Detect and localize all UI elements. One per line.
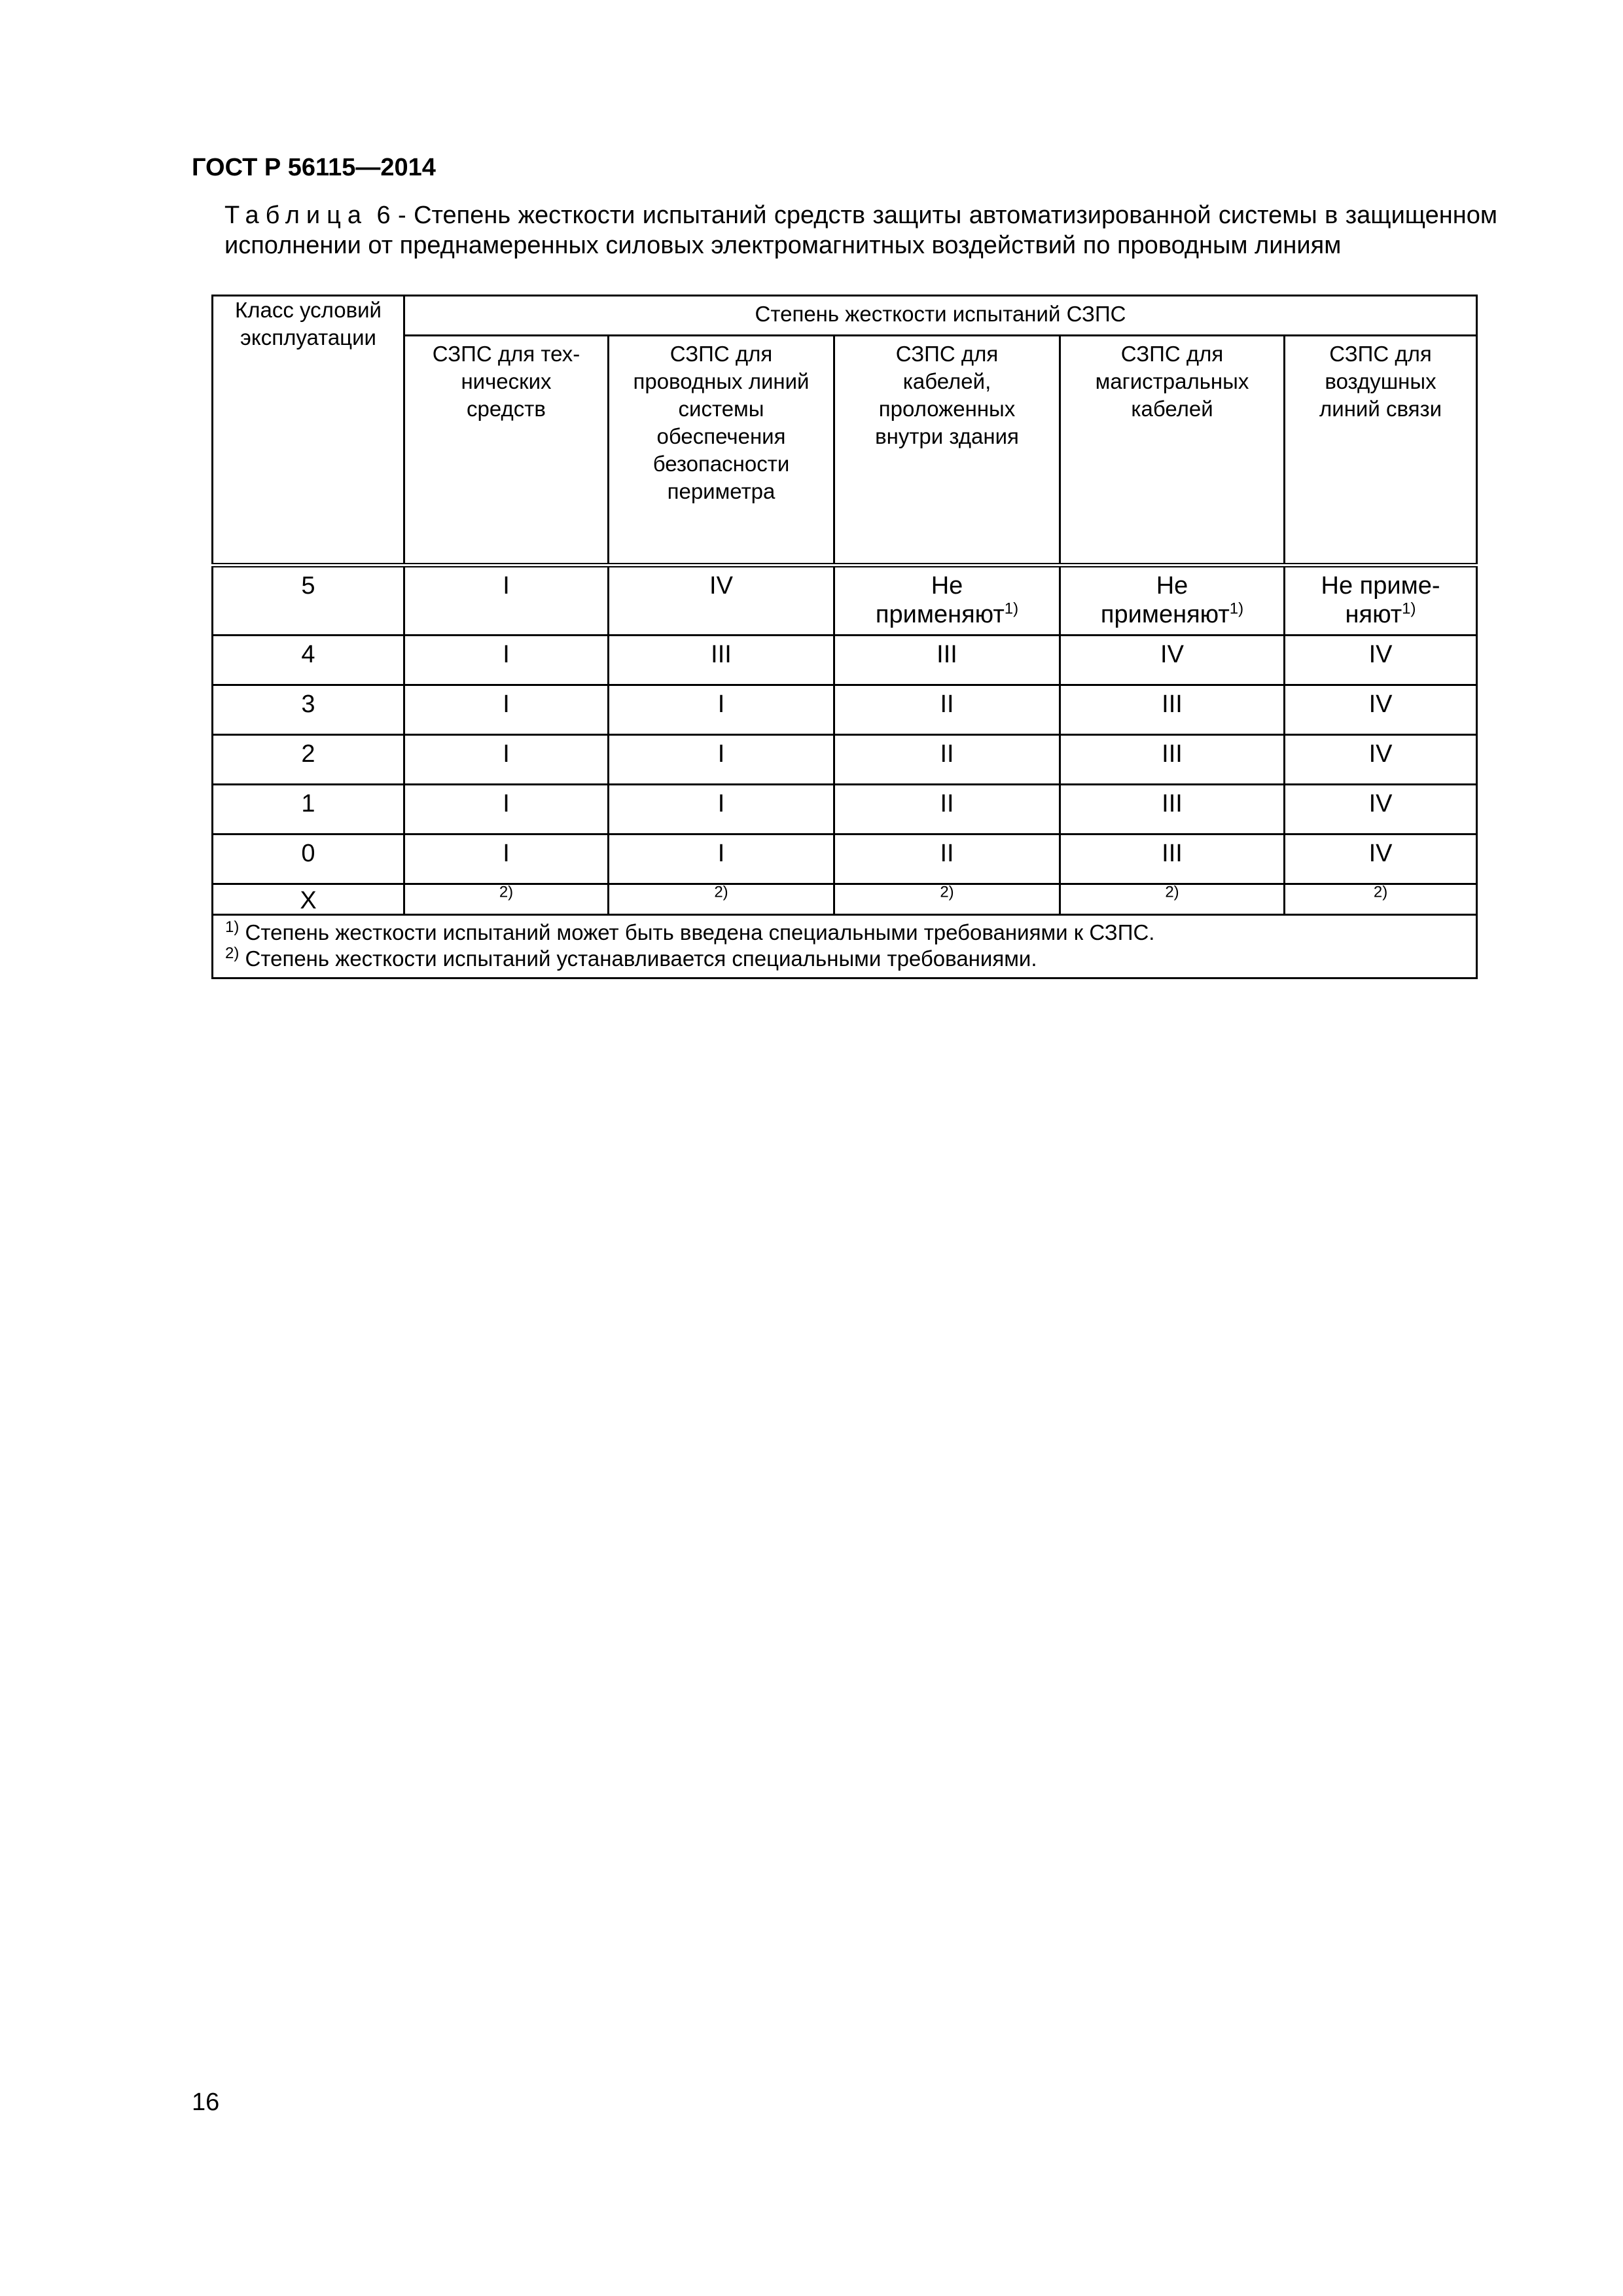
value-cell: IV: [1285, 636, 1477, 685]
value-cell: I: [404, 685, 609, 735]
table-row: [213, 735, 1477, 785]
footnote-mark: 1): [1004, 600, 1019, 618]
value-cell: III: [609, 636, 834, 685]
value-cell: IV: [609, 565, 834, 636]
value-cell: II: [834, 785, 1060, 834]
table-row: [213, 834, 1477, 884]
value-cell: I: [404, 834, 609, 884]
column-header-building-cables: СЗПС для кабелей, проложенных внутри здания: [834, 336, 1060, 565]
table-footnotes: [213, 915, 1477, 978]
value-cell: IV: [1285, 685, 1477, 735]
class-cell: X: [213, 884, 404, 915]
column-header-overhead-lines: СЗПС для воздушных линий связи: [1285, 336, 1477, 565]
class-cell: 1: [213, 785, 404, 834]
value-cell: IV: [1060, 636, 1285, 685]
table-row: [213, 565, 1477, 636]
cell-line: Не приме-: [1321, 572, 1440, 600]
footnote-mark: 2): [1165, 883, 1179, 901]
class-cell: 2: [213, 735, 404, 785]
column-header-trunk-cables: СЗПС для магистральных кабелей: [1060, 336, 1285, 565]
page-number: 16: [192, 2089, 220, 2116]
footnote-mark: 2): [714, 883, 728, 901]
value-cell: [1060, 565, 1285, 636]
value-cell: [834, 884, 1060, 915]
value-cell: III: [1060, 834, 1285, 884]
class-cell: 5: [213, 565, 404, 636]
value-cell: I: [404, 636, 609, 685]
value-cell: I: [609, 685, 834, 735]
column-header-technical-means: СЗПС для тех-нических средств: [404, 336, 609, 565]
value-cell: [1060, 884, 1285, 915]
table-row: [213, 685, 1477, 735]
value-cell: I: [404, 565, 609, 636]
value-cell: I: [404, 735, 609, 785]
value-cell: [1285, 565, 1477, 636]
value-cell: III: [1060, 685, 1285, 735]
footnote-mark: 2): [225, 944, 240, 962]
value-cell: IV: [1285, 785, 1477, 834]
class-column-header: Класс условий эксплуатации: [213, 296, 404, 565]
footnote: [225, 946, 1469, 972]
footnote-mark: 1): [1229, 600, 1244, 618]
footnote: [225, 920, 1469, 946]
table-row: [213, 636, 1477, 685]
cell-line: применяют: [875, 601, 1005, 628]
value-cell: II: [834, 735, 1060, 785]
cell-line: применяют: [1100, 601, 1230, 628]
table-header-row: [213, 296, 1477, 336]
value-cell: III: [834, 636, 1060, 685]
value-cell: I: [404, 785, 609, 834]
table-row: [213, 785, 1477, 834]
class-cell: 3: [213, 685, 404, 735]
table-row: [213, 884, 1477, 915]
footnote-mark: 1): [225, 918, 240, 936]
footnote-mark: 1): [1402, 600, 1416, 618]
value-cell: I: [609, 785, 834, 834]
footnote-mark: 2): [1373, 883, 1388, 901]
value-cell: III: [1060, 785, 1285, 834]
value-cell: [1285, 884, 1477, 915]
value-cell: III: [1060, 735, 1285, 785]
footnote-mark: 2): [940, 883, 954, 901]
value-cell: I: [609, 735, 834, 785]
footnote-text: Степень жесткости испытаний устанавливается специальными требованиями.: [245, 946, 1037, 971]
cell-line: няют: [1345, 601, 1402, 628]
cell-line: Не: [931, 572, 963, 600]
value-cell: [609, 884, 834, 915]
table-caption-prefix: Таблица: [224, 202, 368, 229]
group-column-header: Степень жесткости испытаний СЗПС: [404, 296, 1477, 336]
document-header: ГОСТ Р 56115—2014: [192, 154, 436, 181]
severity-table: [211, 295, 1478, 979]
class-cell: 4: [213, 636, 404, 685]
cell-line: Не: [1156, 572, 1188, 600]
value-cell: I: [609, 834, 834, 884]
value-cell: II: [834, 834, 1060, 884]
column-header-perimeter-lines: СЗПС для проводных линий системы обеспечения безопасности периметра: [609, 336, 834, 565]
value-cell: IV: [1285, 834, 1477, 884]
value-cell: IV: [1285, 735, 1477, 785]
value-cell: II: [834, 685, 1060, 735]
class-cell: 0: [213, 834, 404, 884]
footnote-mark: 2): [499, 883, 514, 901]
table-caption: [224, 200, 1497, 260]
footnote-text: Степень жесткости испытаний может быть введена специальными требованиями к СЗПС.: [245, 920, 1155, 944]
table-caption-text: 6 - Степень жесткости испытаний средств защиты автоматизированной системы в защищенном исполнении от преднамеренных силовых электромагнитных воздействий по проводным линиям: [224, 202, 1497, 259]
value-cell: [404, 884, 609, 915]
table-footnotes-row: [213, 915, 1477, 978]
value-cell: [834, 565, 1060, 636]
